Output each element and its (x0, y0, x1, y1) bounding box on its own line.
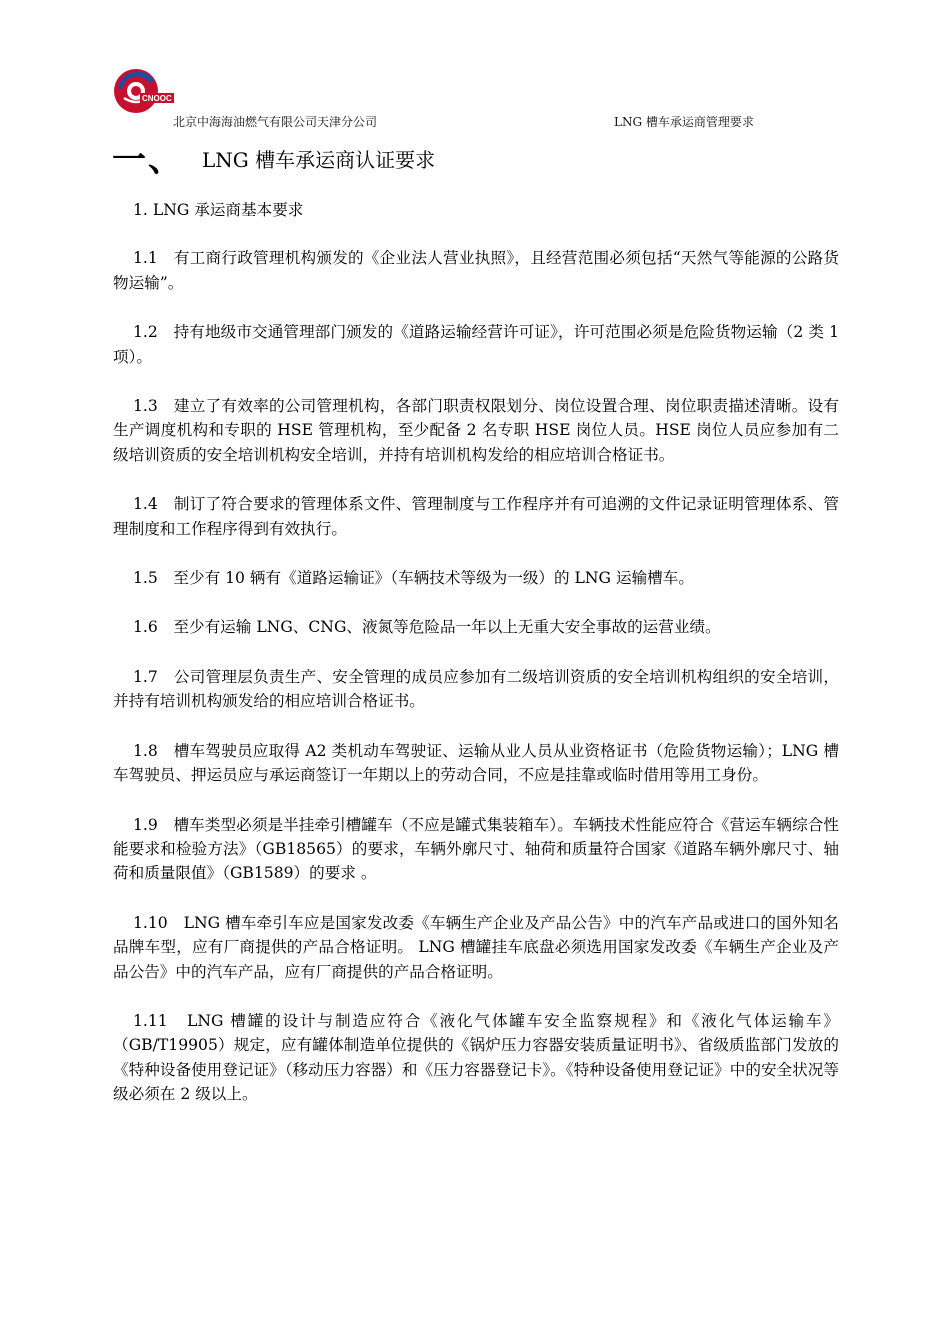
clause-1-7: 1.7 公司管理层负责生产、安全管理的成员应参加有二级培训资质的安全培训机构组织的安全培训，并持有培训机构颁发给的相应培训合格证书。 (113, 667, 839, 711)
section-number: 一、 (112, 140, 184, 180)
header-doc-title: LNG 槽车承运商管理要求 (614, 115, 754, 129)
header-company: 北京中海海油燃气有限公司天津分公司 (173, 115, 378, 129)
svg-text:CNOOC: CNOOC (142, 94, 172, 103)
clause-1-6: 1.6 至少有运输 LNG、CNG、液氮等危险品一年以上无重大安全事故的运营业绩。 (133, 618, 721, 637)
clause-1-9: 1.9 槽车类型必须是半挂牵引槽罐车（不应是罐式集装箱车）。车辆技术性能应符合《营运车辆综合性能要求和检验方法》（GB18565）的要求，车辆外廓尺寸、轴荷和质量符合国家《道路车辆外廓尺寸、轴荷和质量限值》（GB1589）的要求 。 (113, 815, 839, 883)
clause-1-4: 1.4 制订了符合要求的管理体系文件、管理制度与工作程序并有可追溯的文件记录证明管理体系、管理制度和工作程序得到有效执行。 (113, 495, 839, 538)
document-body (113, 198, 839, 1132)
clause-1-5: 1.5 至少有 10 辆有《道路运输证》（车辆技术等级为一级）的 LNG 运输槽车。 (133, 569, 694, 588)
clause-1-11: 1.11 LNG 槽罐的设计与制造应符合《液化气体罐车安全监察规程》和《液化气体运输车》（GB/T19905）规定，应有罐体制造单位提供的《锅炉压力容器安装质量证明书》、省级质监部门发放的《特种设备使用登记证》（移动压力容器）和《压力容器登记卡》。《特种设备使用登记证》中的安全状况等级必须在 2 级以上。 (113, 1011, 839, 1104)
clause-1-3: 1.3 建立了有效率的公司管理机构，各部门职责权限划分、岗位设置合理、岗位职责描述清晰。设有生产调度机构和专职的 HSE 管理机构，至少配备 2 名专职 HSE 岗位人员。HSE 岗位人员应参加有二级培训资质的安全培训机构安全培训，并持有培训机构发给的相应培训合格证书。 (113, 397, 839, 464)
clause-1-8: 1.8 槽车驾驶员应取得 A2 类机动车驾驶证、运输从业人员从业资格证书（危险货物运输）；LNG 槽车驾驶员、押运员应与承运商签订一年期以上的劳动合同，不应是挂靠或临时借用等用工身份。 (113, 741, 839, 785)
section-title: LNG 槽车承运商认证要求 (202, 148, 436, 172)
section-heading (112, 132, 435, 181)
subsection-heading: 1. LNG 承运商基本要求 (133, 201, 304, 219)
clause-1-1: 1.1 有工商行政管理机构颁发的《企业法人营业执照》，且经营范围必须包括“天然气等能源的公路货物运输”。 (113, 249, 839, 292)
cnooc-logo (112, 66, 174, 116)
clause-1-10: 1.10 LNG 槽车牵引车应是国家发改委《车辆生产企业及产品公告》中的汽车产品或进口的国外知名品牌车型，应有厂商提供的产品合格证明。 LNG 槽罐挂车底盘必须选用国家发改委《车辆生产企业及产品公告》中的汽车产品，应有厂商提供的产品合格证明。 (113, 913, 839, 981)
clause-1-2: 1.2 持有地级市交通管理部门颁发的《道路运输经营许可证》，许可范围必须是危险货物运输（2 类 1 项）。 (113, 323, 839, 366)
